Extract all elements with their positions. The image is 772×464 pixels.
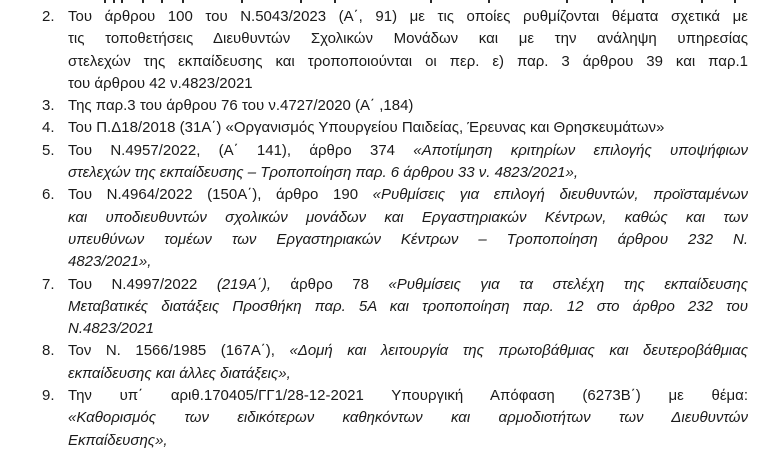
item-number: 8.: [42, 342, 55, 360]
item-number: 5.: [42, 141, 55, 159]
text-line: [68, 385, 748, 407]
quoted-title-segment: στελεχών της εκπαίδευσης – Τροποποίηση παρ. 6 άρθρου 33 ν. 4823/2021»,: [68, 164, 579, 182]
quoted-title-segment: «Ρυθμίσεις για τα στελέχη της εκπαίδευσης: [388, 275, 748, 293]
text-line: [68, 140, 748, 162]
reference-segment: τις τοποθετήσεις Διευθυντών Σχολικών Μονάδων και με την ανάληψη υπηρεσίας: [68, 30, 748, 48]
list-item: [42, 140, 748, 185]
item-number: 4.: [42, 119, 55, 137]
item-text: [68, 385, 748, 452]
item-number: 9.: [42, 387, 55, 405]
reference-segment: Τον Ν. 1566/1985 (167Α΄),: [68, 342, 290, 360]
list-item: [42, 385, 748, 452]
reference-segment: Του Ν.4957/2022, (Α΄ 141), άρθρο 374: [68, 141, 414, 159]
quoted-title-segment: εκπαίδευσης και άλλες διατάξεις»,: [68, 364, 291, 382]
text-line: [68, 296, 748, 318]
quoted-title-segment: και υποδιευθυντών σχολικών μονάδων και Εργαστηριακών Κέντρων, καθώς και των: [68, 208, 748, 226]
reference-segment: Του άρθρου 100 του Ν.5043/2023 (Α΄, 91) με τις οποίες ρυθμίζονται θέματα σχετικά με: [68, 8, 748, 25]
text-line: [68, 184, 748, 206]
list-item: [42, 6, 748, 95]
legal-references-list: [42, 6, 748, 452]
quoted-title-segment: (219Α΄),: [216, 275, 291, 293]
item-text: [68, 117, 748, 139]
item-text: [68, 6, 748, 95]
item-text: [68, 274, 748, 341]
quoted-title-segment: «Καθορισμός των ειδικότερων καθηκόντων και αρμοδιοτήτων των Διευθυντών: [68, 409, 748, 427]
text-line: [68, 340, 748, 362]
text-line: [68, 28, 748, 50]
text-line: [68, 117, 748, 139]
reference-segment: Του Π.Δ18/2018 (31Α΄) «Οργανισμός Υπουργείου Παιδείας, Έρευνας και Θρησκευμάτων»: [68, 119, 665, 137]
text-line: [68, 430, 748, 452]
quoted-title-segment: 4823/2021»,: [68, 253, 152, 271]
item-text: [68, 95, 748, 117]
text-line: [68, 95, 748, 117]
list-item: [42, 184, 748, 273]
quoted-title-segment: υπευθύνων τομέων των Εργαστηριακών Κέντρων – Τροποποίηση άρθρου 232 Ν.: [68, 230, 748, 248]
list-item: [42, 340, 748, 385]
text-line: [68, 207, 748, 229]
text-line: [68, 229, 748, 251]
text-line: [68, 274, 748, 296]
reference-segment: Του Ν.4964/2022 (150Α΄), άρθρο 190: [68, 186, 373, 204]
list-item: [42, 95, 748, 117]
item-text: [68, 340, 748, 385]
text-line: [68, 407, 748, 429]
text-line: [68, 318, 748, 340]
item-number: 3.: [42, 97, 55, 115]
quoted-title-segment: Ν.4823/2021: [68, 320, 154, 338]
text-line: [68, 363, 748, 385]
quoted-title-segment: «Δομή και λειτουργία της πρωτοβάθμιας και δευτεροβάθμιας: [289, 342, 748, 360]
quoted-title-segment: «Ρυθμίσεις για επιλογή διευθυντών, προϊσταμένων: [372, 186, 749, 204]
quoted-title-segment: Μεταβατικές διατάξεις Προσθήκη παρ. 5Α και τροποποίηση παρ. 12 στο άρθρο 232 του: [68, 297, 748, 315]
reference-segment: του άρθρου 42 ν.4823/2021: [68, 74, 253, 92]
item-number: 2.: [42, 8, 55, 25]
text-line: [68, 51, 748, 73]
text-line: [68, 162, 748, 184]
quoted-title-segment: «Αποτίμηση κριτηρίων επιλογής υποψήφιων: [413, 141, 749, 159]
item-number: 6.: [42, 186, 55, 204]
item-number: 7.: [42, 275, 55, 293]
text-line: [68, 251, 748, 273]
reference-segment: Του Ν.4997/2022: [68, 275, 217, 293]
quoted-title-segment: Εκπαίδευσης»,: [68, 431, 168, 449]
item-text: [68, 140, 748, 185]
list-item: [42, 117, 748, 139]
list-item: [42, 274, 748, 341]
item-text: [68, 184, 748, 273]
reference-segment: άρθρο 78: [290, 275, 389, 293]
text-line: [68, 73, 748, 95]
reference-segment: Της παρ.3 του άρθρου 76 του ν.4727/2020 (Α΄ ,184): [68, 97, 414, 115]
reference-segment: Την υπ΄ αριθ.170405/ΓΓ1/28-12-2021 Υπουργική Απόφαση (6273Β΄) με θέμα:: [68, 387, 748, 405]
text-line: [68, 6, 748, 28]
reference-segment: στελεχών της εκπαίδευσης και τροποποιούνται οι περ. ε) παρ. 3 άρθρου 39 και παρ.1: [68, 52, 748, 70]
